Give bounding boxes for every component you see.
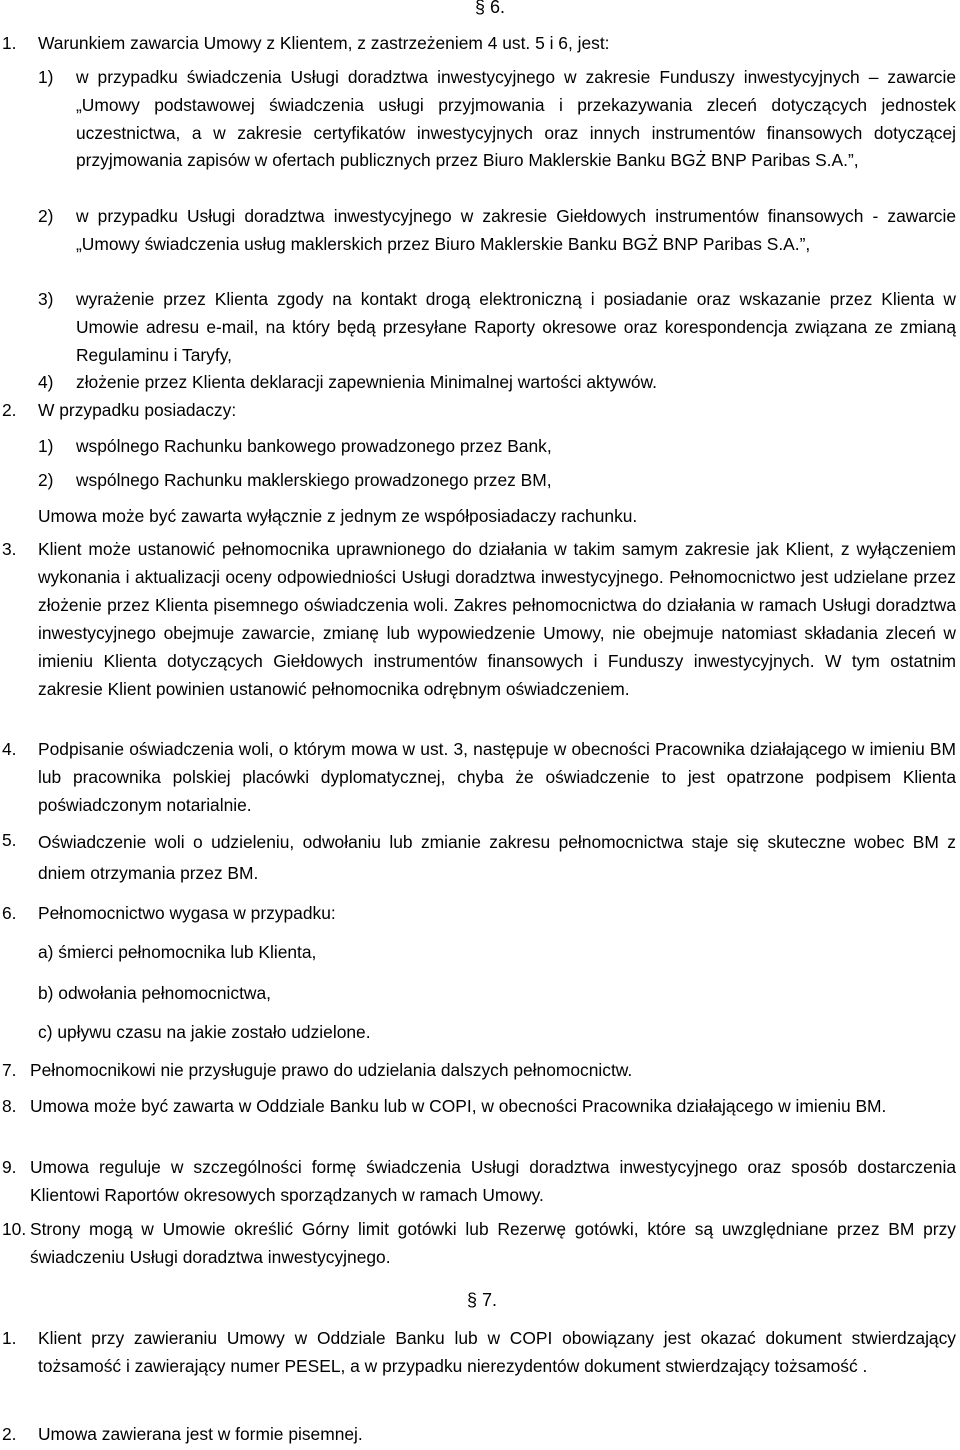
item-number: 9. (2, 1157, 17, 1177)
item-text: Pełnomocnikowi nie przysługuje prawo do udzielania dalszych pełnomocnictw. (30, 1060, 633, 1080)
sub-number: 1) (38, 436, 54, 456)
sub-number: 1) (38, 67, 54, 87)
item-text: Pełnomocnictwo wygasa w przypadku: (38, 903, 336, 923)
item-text: Warunkiem zawarcia Umowy z Klientem, z zastrzeżeniem 4 ust. 5 i 6, jest: (38, 33, 610, 53)
sub-text: w przypadku Usługi doradztwa inwestycyjnego w zakresie Giełdowych instrumentów finansowych - zawarcie „Umowy świadczenia usług maklerskich przez Biuro Maklerskie Banku BGŻ BNP Paribas S.A.”, (76, 206, 956, 254)
section-7-heading: § 7. (466, 1290, 498, 1310)
item-number: 5. (2, 830, 17, 850)
sub-text: c) upływu czasu na jakie zostało udzielone. (38, 1022, 371, 1042)
item-text: Podpisanie oświadczenia woli, o którym mowa w ust. 3, następuje w obecności Pracownika działającego w imieniu BM lub pracownika polskiej placówki dyplomatycznej, chyba że oświadczenie to jest opatrzone podpisem Klienta poświadczonym notarialnie. (38, 739, 956, 815)
item-number: 6. (2, 903, 17, 923)
item-number: 7. (2, 1060, 17, 1080)
item-text: Klient przy zawieraniu Umowy w Oddziale Banku lub w COPI obowiązany jest okazać dokument stwierdzający tożsamość i zawierający numer PESEL, a w przypadku nierezydentów dokument stwierdzający tożsamość . (38, 1328, 956, 1376)
item-text: Umowa może być zawarta w Oddziale Banku lub w COPI, w obecności Pracownika działającego w imieniu BM. (30, 1096, 887, 1116)
item-number: 2. (2, 400, 17, 420)
section-6-heading: § 6. (474, 0, 506, 17)
item-text: Oświadczenie woli o udzieleniu, odwołaniu lub zmianie zakresu pełnomocnictwa staje się skuteczne wobec BM z dniem otrzymania przez BM. (38, 832, 956, 883)
sub-number: 2) (38, 470, 54, 490)
sub-number: 2) (38, 206, 54, 226)
sub-number: 3) (38, 289, 54, 309)
item-text: Umowa reguluje w szczególności formę świadczenia Usługi doradztwa inwestycyjnego oraz sposób dostarczenia Klientowi Raportów okresowych sporządzanych w ramach Umowy. (30, 1157, 956, 1205)
item-number: 8. (2, 1096, 17, 1116)
item-number: 2. (2, 1424, 17, 1444)
sub-text: w przypadku świadczenia Usługi doradztwa inwestycyjnego w zakresie Funduszy inwestycyjnych – zawarcie „Umowy podstawowej świadczenia usługi przyjmowania i przekazywania zleceń dotyczących jednostek uczestnictwa, a w zakresie certyfikatów inwestycyjnych oraz innych instrumentów finansowych dotyczącej przyjmowania zapisów w ofertach publicznych przez Biuro Maklerskie Banku BGŻ BNP Paribas S.A.”, (76, 67, 956, 171)
sub-text: złożenie przez Klienta deklaracji zapewnienia Minimalnej wartości aktywów. (76, 372, 657, 392)
item-number: 4. (2, 739, 17, 759)
item-text: Strony mogą w Umowie określić Górny limit gotówki lub Rezerwę gotówki, które są uwzględniane przez BM przy świadczeniu Usługi doradztwa inwestycyjnego. (30, 1219, 956, 1267)
sub-text: wspólnego Rachunku maklerskiego prowadzonego przez BM, (76, 470, 552, 490)
sub-text: b) odwołania pełnomocnictwa, (38, 983, 271, 1003)
item-text: Klient może ustanowić pełnomocnika uprawnionego do działania w takim samym zakresie jak Klient, z wyłączeniem wykonania i aktualizacji oceny odpowiedniości Usługi doradztwa inwestycyjnego. Pełnomocnictwo jest udzielane przez złożenie przez Klienta pisemnego oświadczenia woli. Zakres pełnomocnictwa do działania w ramach Usługi doradztwa inwestycyjnego obejmuje zawarcie, zmianę lub wypowiedzenie Umowy, nie obejmuje natomiast składania zleceń w imieniu Klienta dotyczących Giełdowych instrumentów finansowych i Funduszy inwestycyjnych. W tym ostatnim zakresie Klient powinien ustanowić pełnomocnika odrębnym oświadczeniem. (38, 539, 956, 699)
item-text: W przypadku posiadaczy: (38, 400, 237, 420)
item-number: 10. (2, 1219, 27, 1239)
item-number: 1. (2, 1328, 17, 1348)
item-number: 1. (2, 33, 17, 53)
item-text: Umowa zawierana jest w formie pisemnej. (38, 1424, 363, 1444)
sub-number: 4) (38, 372, 54, 392)
item-text: Umowa może być zawarta wyłącznie z jednym ze współposiadaczy rachunku. (38, 506, 638, 526)
item-number: 3. (2, 539, 17, 559)
sub-text: wyrażenie przez Klienta zgody na kontakt drogą elektroniczną i posiadanie oraz wskazanie przez Klienta w Umowie adresu e-mail, na który będą przesyłane Raporty okresowe oraz korespondencja związana ze zmianą Regulaminu i Taryfy, (76, 289, 956, 365)
sub-text: a) śmierci pełnomocnika lub Klienta, (38, 942, 317, 962)
sub-text: wspólnego Rachunku bankowego prowadzonego przez Bank, (76, 436, 552, 456)
